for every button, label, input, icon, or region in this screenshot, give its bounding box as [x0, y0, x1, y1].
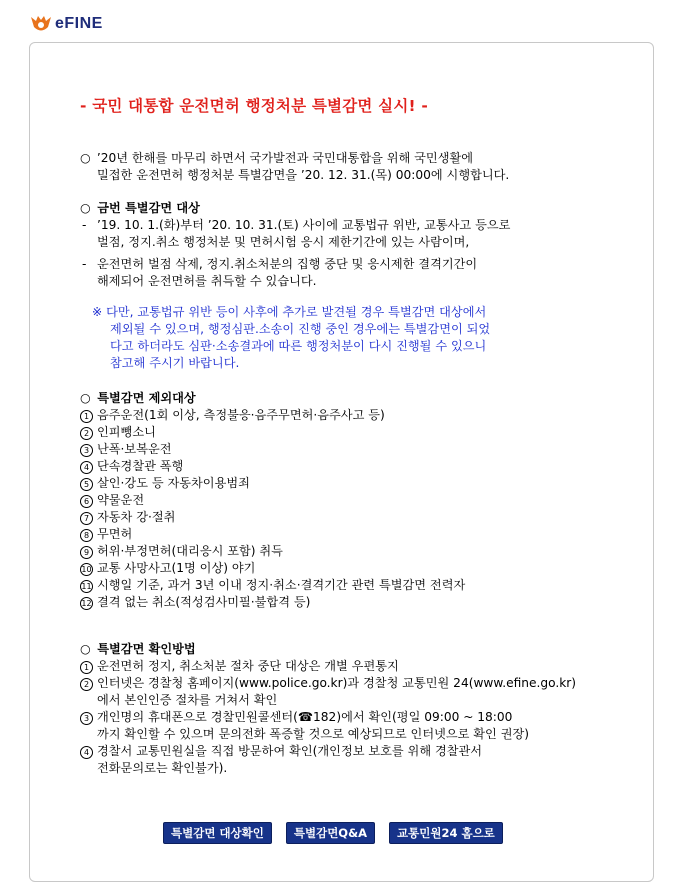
target-item-2-cont: 해제되어 운전면허를 취득할 수 있습니다. [97, 274, 317, 288]
list-item: 9 허위·부정면허(대리응시 포함) 취득 [80, 543, 620, 560]
circle-bullet-icon: ○ [80, 201, 91, 215]
exclusion-heading: 특별감면 제외대상 [97, 391, 196, 405]
list-item: 1 음주운전(1회 이상, 측정불응·음주무면허·음주사고 등) [80, 407, 620, 424]
confirm-target-button[interactable]: 특별감면 대상확인 [163, 822, 272, 844]
exclusion-section [80, 390, 620, 611]
target-item-1-cont: 벌점, 정지.취소 행정처분 및 면허시험 응시 제한기간에 있는 사람이며, [97, 235, 470, 249]
circle-bullet-icon: ○ [80, 151, 91, 165]
list-item: 4 경찰서 교통민원실을 직접 방문하여 확인(개인정보 보호를 위해 경찰관서 전화문의로는 확인불가). [80, 743, 640, 777]
list-item: 7 자동차 강·절취 [80, 509, 620, 526]
target-heading: 금번 특별감면 대상 [97, 201, 200, 215]
target-item-1: - ’19. 10. 1.(화)부터 ’20. 10. 31.(토) 사이에 교통법규 위반, 교통사고 등으로 [82, 218, 511, 232]
list-item: 11 시행일 기준, 과거 3년 이내 정지·취소·결격기간 관련 특별감면 전력자 [81, 578, 466, 592]
target-note: ※ 다만, 교통법규 위반 등이 사후에 추가로 발견될 경우 특별감면 대상에서 제외될 수 있으며, 행정심판.소송이 진행 중인 경우에는 특별감면이 되었 다고 하더라도 심판·소송결과에 따른 행정처분이 다시 진행될 수 있으니 참고해 주시기 바랍니다. [92, 305, 491, 370]
logo-text: eFINE [55, 15, 103, 32]
list-item: 2 인터넷은 경찰청 홈페이지(www.police.go.kr)과 경찰청 교통민원 24(www.efine.go.kr) 에서 본인인증 절차를 거쳐서 확인 [80, 675, 640, 709]
button-row [163, 822, 503, 844]
list-item: 3 개인명의 휴대폰으로 경찰민원콜센터(☎182)에서 확인(평일 09:00 ~ 18:00 까지 확인할 수 있으며 문의전화 폭증할 것으로 예상되므로 인터넷으로 확인 권장) [80, 709, 640, 743]
list-item: 5 살인·강도 등 자동차이용범죄 [80, 475, 620, 492]
list-item: 6 약물운전 [80, 492, 620, 509]
list-item: 3 난폭·보복운전 [80, 441, 620, 458]
target-section [80, 200, 620, 372]
list-item: 12 결격 없는 취소(적성검사미필·불합격 등) [81, 595, 311, 609]
list-item: 1 운전면허 정지, 취소처분 절차 중단 대상은 개별 우편통지 [80, 658, 640, 675]
qa-button[interactable]: 특별감면Q&A [286, 822, 375, 844]
efine-logo[interactable] [30, 13, 103, 35]
target-item-2: - 운전면허 벌점 삭제, 정지.취소처분의 집행 중단 및 응시제한 결격기간이 [82, 257, 478, 271]
police-emblem-icon [30, 14, 52, 34]
circle-bullet-icon: ○ [80, 642, 91, 656]
content-card [29, 42, 654, 882]
check-list [80, 658, 640, 777]
list-item: 10 교통 사망사고(1명 이상) 야기 [81, 561, 256, 575]
circle-bullet-icon: ○ [80, 391, 91, 405]
intro-line-1: ’20년 한해를 마무리 하면서 국가발전과 국민대통합을 위해 국민생활에 [96, 151, 474, 165]
list-item: 4 단속경찰관 폭행 [80, 458, 620, 475]
intro-line-2: 밀접한 운전면허 행정처분 특별감면을 ’20. 12. 31.(목) 00:00에 시행합니다. [97, 168, 510, 182]
exclusion-list [80, 407, 620, 611]
page-title: - 국민 대통합 운전면허 행정처분 특별감면 실시! - [80, 97, 428, 115]
list-item: 2 인피뺑소니 [80, 424, 620, 441]
check-section [80, 641, 640, 777]
check-heading: 특별감면 확인방법 [97, 642, 196, 656]
intro-section [80, 150, 620, 184]
list-item: 8 무면허 [80, 526, 620, 543]
home-button[interactable]: 교통민원24 홈으로 [389, 822, 503, 844]
